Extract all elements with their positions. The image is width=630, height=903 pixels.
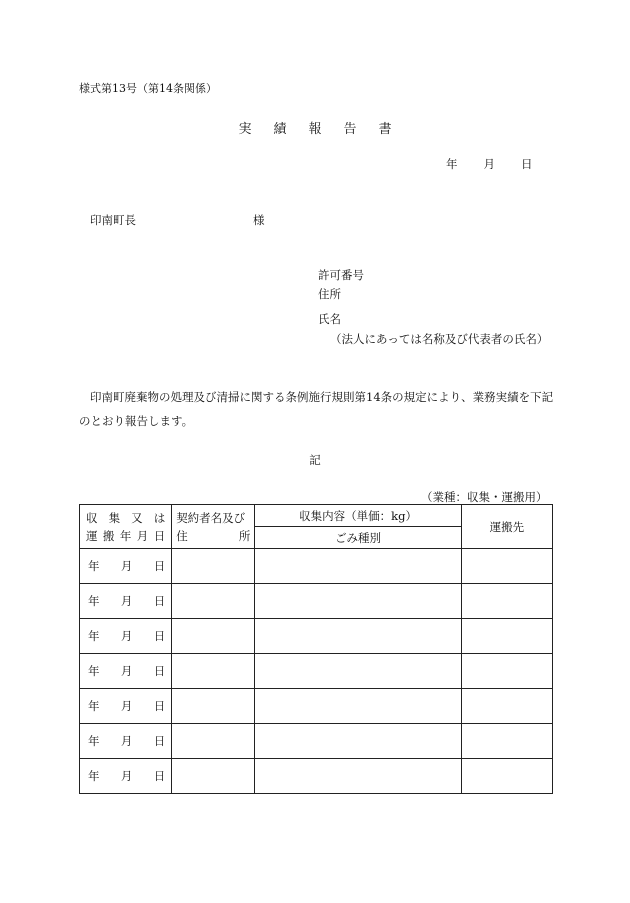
header-char: 年: [119, 528, 132, 543]
records-table: [79, 504, 553, 794]
corporate-note: （法人にあっては名称及び代表者の氏名）: [330, 332, 549, 346]
header-char: 日: [153, 528, 166, 543]
title-char: 績: [273, 122, 287, 137]
header-char: 住: [176, 528, 188, 543]
row-contractor-cell[interactable]: [172, 654, 255, 689]
name-label: 氏名: [318, 312, 341, 326]
row-date-cell[interactable]: [80, 549, 172, 584]
date-year: 年: [446, 157, 458, 171]
header-line: 契約者名及び: [176, 510, 246, 525]
honorific: 様: [253, 213, 265, 227]
row-date-cell[interactable]: [80, 654, 172, 689]
table-row: [80, 724, 553, 759]
row-waste-type-cell[interactable]: [255, 689, 461, 724]
row-day: 日: [153, 594, 166, 608]
row-date-cell[interactable]: [80, 689, 172, 724]
row-date-cell[interactable]: [80, 584, 172, 619]
row-waste-type-cell[interactable]: [255, 549, 461, 584]
header-line: [80, 527, 171, 545]
row-contractor-cell[interactable]: [172, 689, 255, 724]
row-day: 日: [153, 699, 166, 713]
table-row: [80, 654, 553, 689]
table-row: [80, 689, 553, 724]
header-char: 収: [86, 510, 98, 525]
header-char: 月: [136, 528, 149, 543]
header-collection-date: [80, 505, 172, 549]
row-year: 年: [88, 594, 100, 608]
ki-heading: 記: [309, 453, 321, 467]
header-char: 所: [238, 528, 251, 543]
row-year: 年: [88, 699, 100, 713]
row-day: 日: [153, 769, 166, 783]
business-category: （業種：収集・運搬用）: [421, 490, 548, 504]
row-destination-cell[interactable]: [461, 724, 552, 759]
row-month: 月: [120, 769, 133, 783]
row-contractor-cell[interactable]: [172, 584, 255, 619]
table-row: [80, 619, 553, 654]
row-month: 月: [120, 734, 133, 748]
row-destination-cell[interactable]: [461, 549, 552, 584]
title-char: 報: [308, 122, 322, 137]
row-contractor-cell[interactable]: [172, 724, 255, 759]
row-destination-cell[interactable]: [461, 689, 552, 724]
date-day: 日: [521, 157, 533, 171]
row-waste-type-cell[interactable]: [255, 619, 461, 654]
header-char: 運: [86, 528, 98, 543]
row-month: 月: [120, 629, 133, 643]
row-day: 日: [153, 734, 166, 748]
row-month: 月: [120, 559, 133, 573]
row-year: 年: [88, 664, 100, 678]
row-waste-type-cell[interactable]: [255, 654, 461, 689]
header-char: 搬: [102, 528, 115, 543]
row-waste-type-cell[interactable]: [255, 724, 461, 759]
header-waste-type: ごみ種別: [255, 527, 461, 549]
row-destination-cell[interactable]: [461, 759, 552, 794]
row-year: 年: [88, 559, 100, 573]
document-title: [0, 118, 630, 137]
row-waste-type-cell[interactable]: [255, 759, 461, 794]
header-destination: 運搬先: [461, 505, 552, 549]
row-waste-type-cell[interactable]: [255, 584, 461, 619]
address-label: 住所: [318, 287, 341, 301]
addressee: 印南町長: [90, 213, 136, 227]
table-row: [80, 759, 553, 794]
date-month: 月: [483, 157, 495, 171]
form-number: 様式第13号（第14条関係）: [79, 82, 217, 95]
header-char: 集: [108, 510, 121, 525]
title-char: 実: [238, 122, 252, 137]
row-year: 年: [88, 769, 100, 783]
title-char: 告: [343, 122, 357, 137]
row-year: 年: [88, 629, 100, 643]
report-date: [446, 156, 533, 172]
row-year: 年: [88, 734, 100, 748]
header-char: は: [153, 510, 166, 525]
row-date-cell[interactable]: [80, 619, 172, 654]
header-char: 又: [131, 510, 143, 525]
body-text: 印南町廃棄物の処理及び清掃に関する条例施行規則第14条の規定により、業務実績を下記のとおり報告します。: [79, 390, 554, 428]
row-destination-cell[interactable]: [461, 584, 552, 619]
row-day: 日: [153, 629, 166, 643]
row-date-cell[interactable]: [80, 759, 172, 794]
row-month: 月: [120, 699, 133, 713]
permit-number-label: 許可番号: [318, 268, 364, 282]
row-month: 月: [120, 594, 133, 608]
header-line: [172, 527, 254, 545]
row-contractor-cell[interactable]: [172, 759, 255, 794]
header-contractor: [172, 505, 255, 549]
row-day: 日: [153, 559, 166, 573]
table-row: [80, 584, 553, 619]
row-contractor-cell[interactable]: [172, 619, 255, 654]
row-destination-cell[interactable]: [461, 619, 552, 654]
table-row: [80, 549, 553, 584]
title-char: 書: [378, 122, 392, 137]
row-day: 日: [153, 664, 166, 678]
row-date-cell[interactable]: [80, 724, 172, 759]
header-line: [80, 509, 171, 527]
row-contractor-cell[interactable]: [172, 549, 255, 584]
row-destination-cell[interactable]: [461, 654, 552, 689]
header-collection-content: 収集内容（単価：kg）: [255, 505, 461, 527]
row-month: 月: [120, 664, 133, 678]
